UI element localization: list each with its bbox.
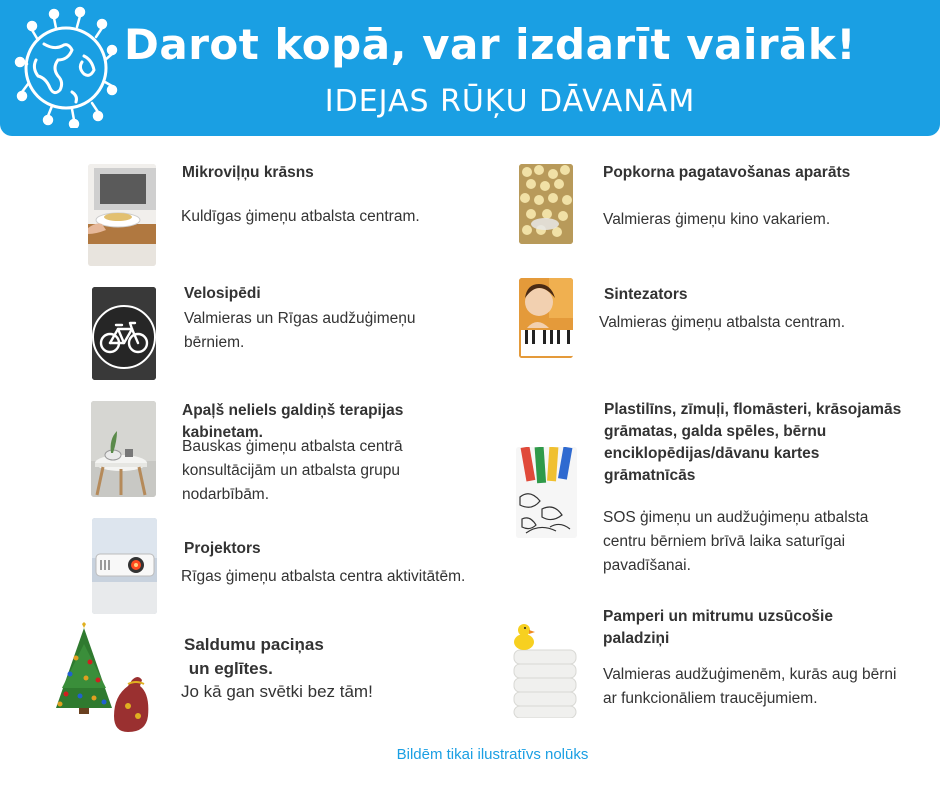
microwave-photo xyxy=(88,164,156,266)
globe-people-icon xyxy=(14,4,118,128)
item-title-crayons: Plastilīns, zīmuļi, flomāsteri, krāsojamās grāmatas, galda spēles, bērnu enciklopēdijas/dāvanu kartes grāmatnīcās xyxy=(604,401,902,484)
item-desc-crayons: SOS ģimeņu un audžuģimeņu atbalsta centru bērniem brīvā laika saturīgai pavadīšanai. xyxy=(603,509,869,574)
item-desc-projector: Rīgas ģimeņu atbalsta centra aktivitātēm. xyxy=(181,568,466,585)
page-title: Darot kopā, var izdarīt vairāk! xyxy=(124,20,856,69)
christmas-tree-photo xyxy=(46,622,162,736)
crayons-photo xyxy=(516,447,577,538)
item-title-diapers: Pamperi un mitrumu uzsūcošie paladziņi xyxy=(603,608,833,647)
item-desc-popcorn: Valmieras ģimeņu kino vakariem. xyxy=(603,211,831,228)
bicycle-icon xyxy=(92,287,156,380)
item-desc-synthesizer: Valmieras ģimeņu atbalsta centram. xyxy=(599,314,846,331)
item-desc-sweets: Jo kā gan svētki bez tām! xyxy=(181,682,373,701)
item-desc-microwave: Kuldīgas ģimeņu atbalsta centram. xyxy=(181,208,420,225)
synthesizer-photo xyxy=(519,278,573,358)
footer-note: Bildēm tikai ilustratīvs nolūks xyxy=(396,746,589,763)
item-desc-bicycle: Valmieras un Rīgas audžuģimeņu bērniem. xyxy=(184,310,416,351)
diapers-photo xyxy=(512,620,578,718)
item-title-synthesizer: Sintezators xyxy=(604,286,688,303)
item-desc-table: Bauskas ģimeņu atbalsta centrā konsultācijām un atbalsta grupu nodarbībām. xyxy=(182,438,403,503)
table-photo xyxy=(91,401,156,497)
header-banner xyxy=(0,0,940,136)
item-title-microwave: Mikroviļņu krāsns xyxy=(182,164,314,181)
projector-photo xyxy=(92,518,157,614)
item-desc-diapers: Valmieras audžuģimenēm, kurās aug bērni ar funkcionāliem traucējumiem. xyxy=(603,666,897,707)
item-title-bicycle: Velosipēdi xyxy=(184,285,261,302)
item-title-projector: Projektors xyxy=(184,540,261,557)
item-title-popcorn: Popkorna pagatavošanas aparāts xyxy=(603,164,851,181)
item-title-sweets: Saldumu paciņas un eglītes. xyxy=(184,635,324,678)
popcorn-photo xyxy=(519,164,573,244)
page-subtitle: IDEJAS RŪĶU DĀVANĀM xyxy=(324,84,696,119)
item-title-table: Apaļš neliels galdiņš terapijas kabinetam. xyxy=(182,402,404,441)
